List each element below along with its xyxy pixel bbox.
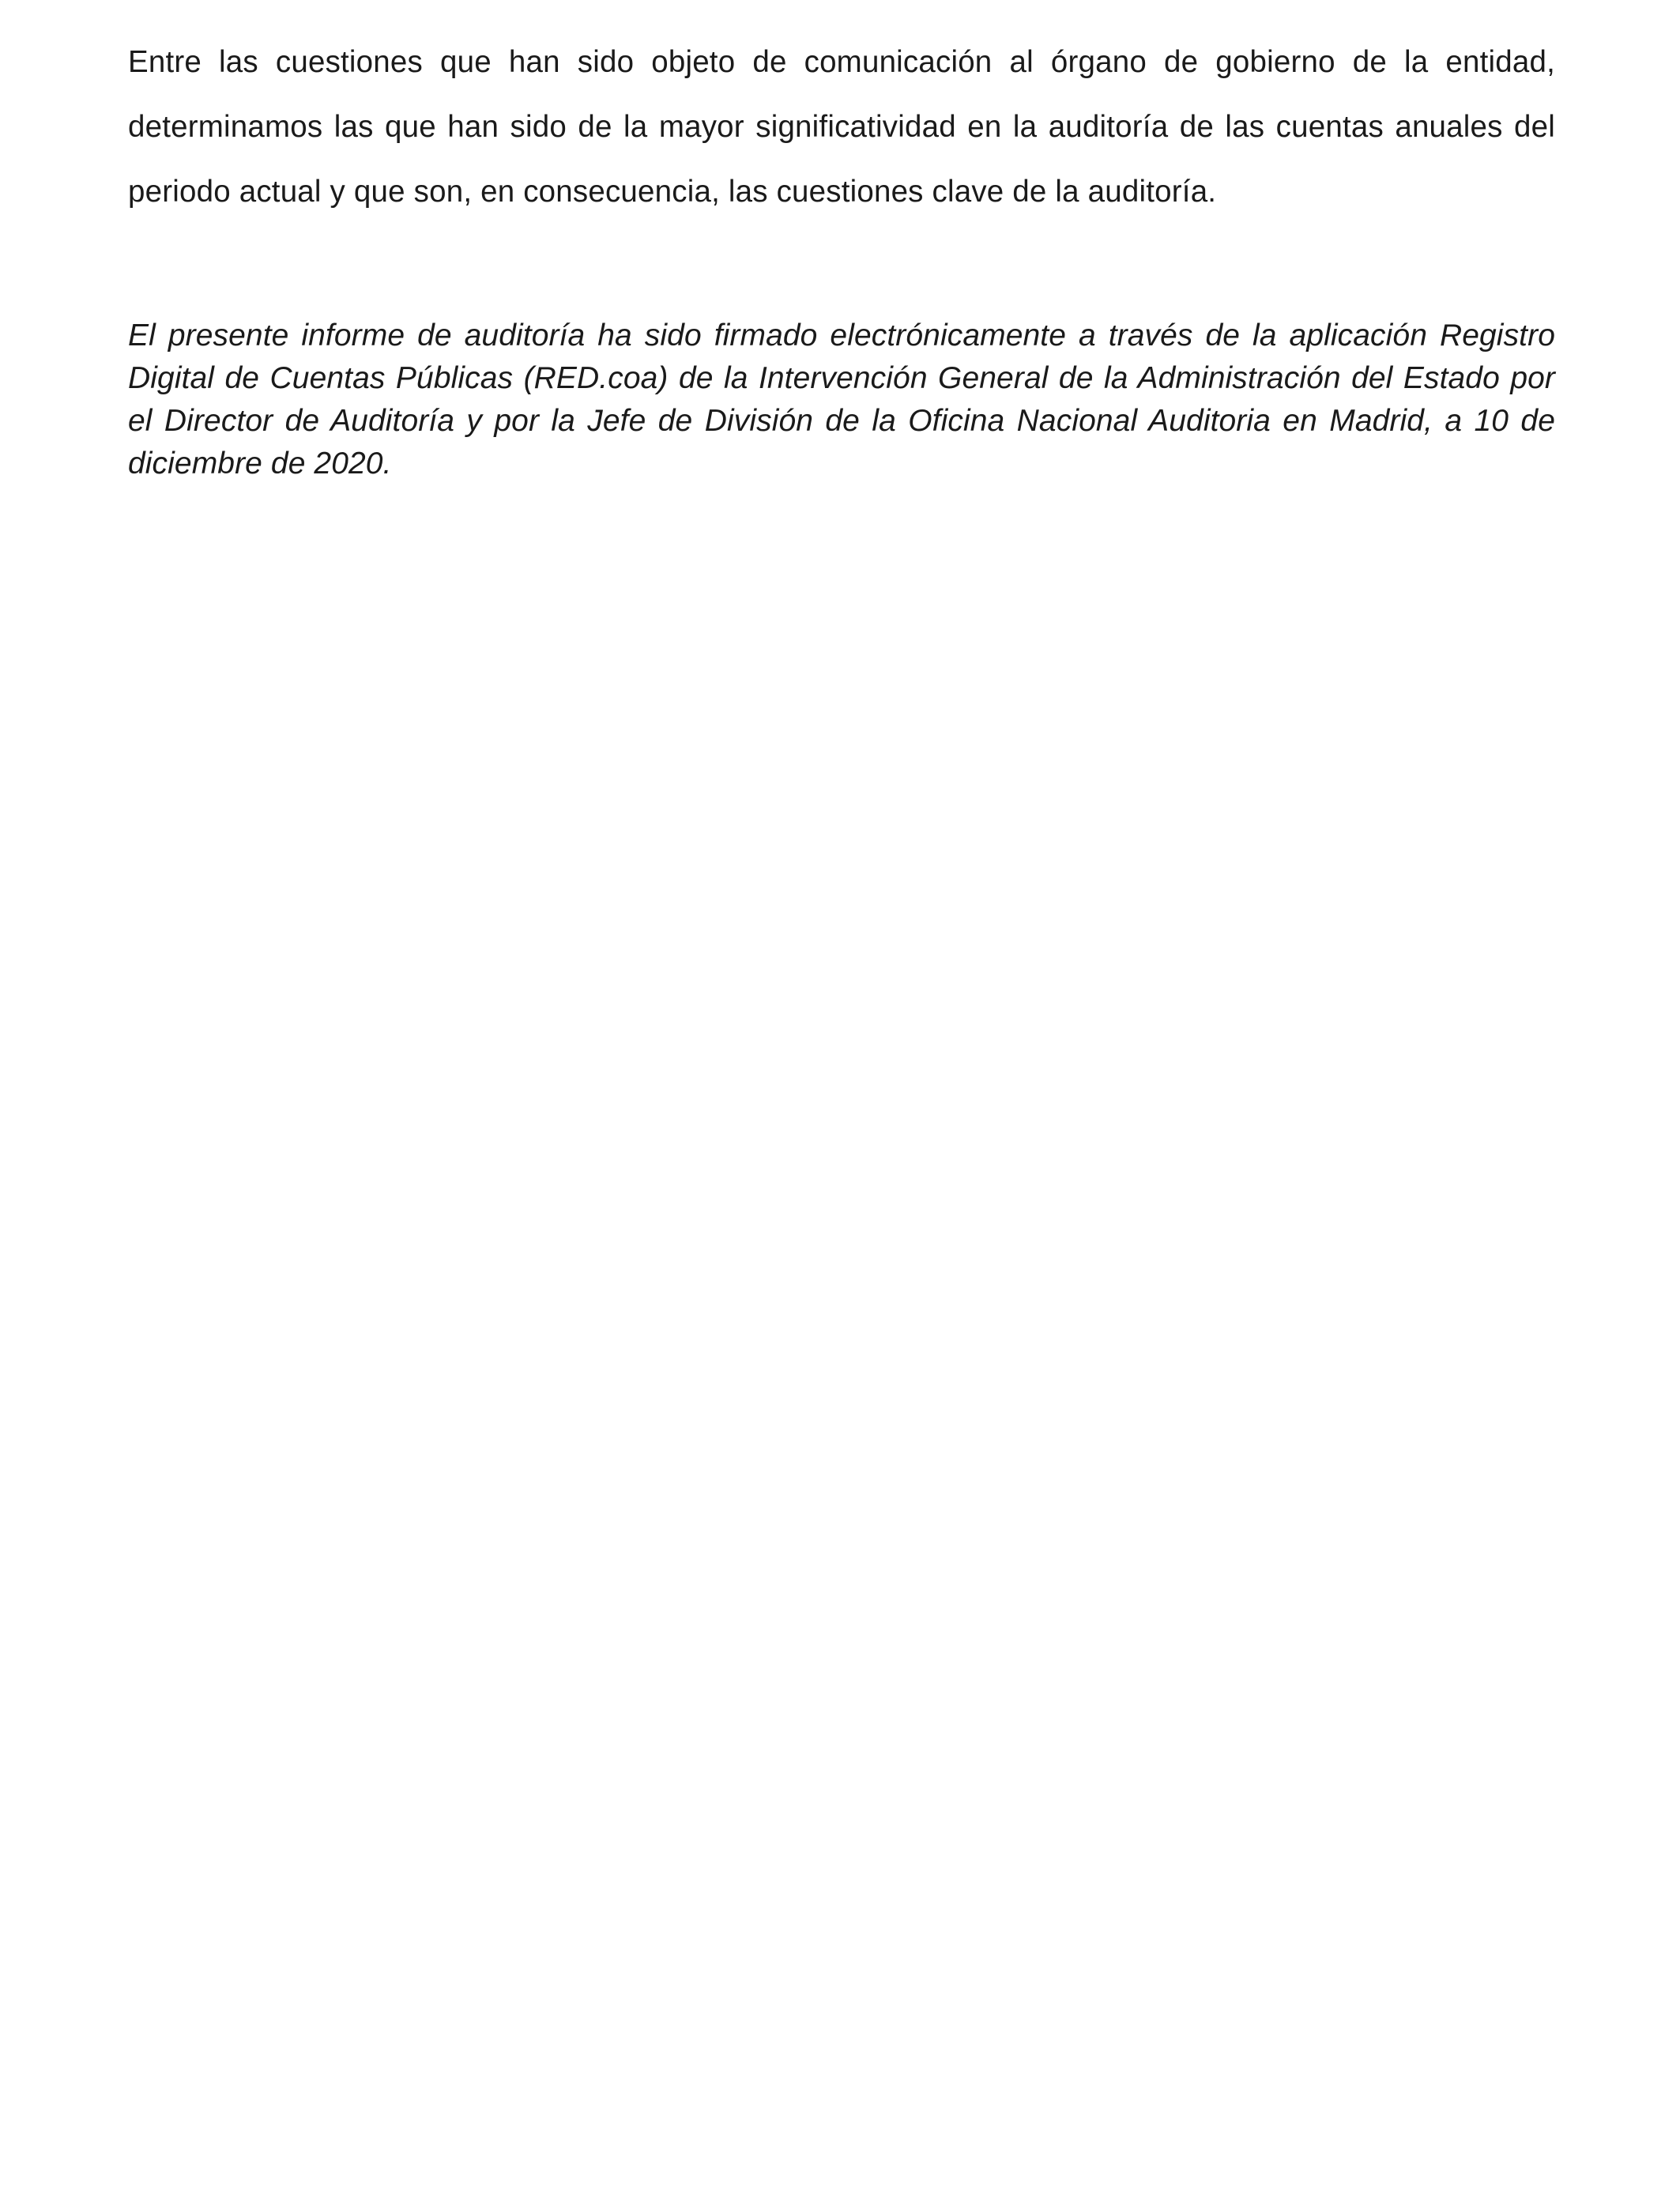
electronic-signature-note: El presente informe de auditoría ha sido firmado electrónicamente a través de la aplicación Registro Digital de Cuentas Públicas (RED.coa) de la Intervención General de la Administración del Estado por el Director de Auditoría y por la Jefe de División de la Oficina Nacional Auditoria en Madrid, a 10 de diciembre de 2020. [128,319,1555,481]
key-audit-matters-paragraph: Entre las cuestiones que han sido objeto de comunicación al órgano de gobierno de la entidad, determinamos las que han sido de la mayor significatividad en la auditoría de las cuentas anuales del periodo actual y que son, en consecuencia, las cuestiones clave de la auditoría. [128,45,1555,209]
document-body [128,30,1555,485]
